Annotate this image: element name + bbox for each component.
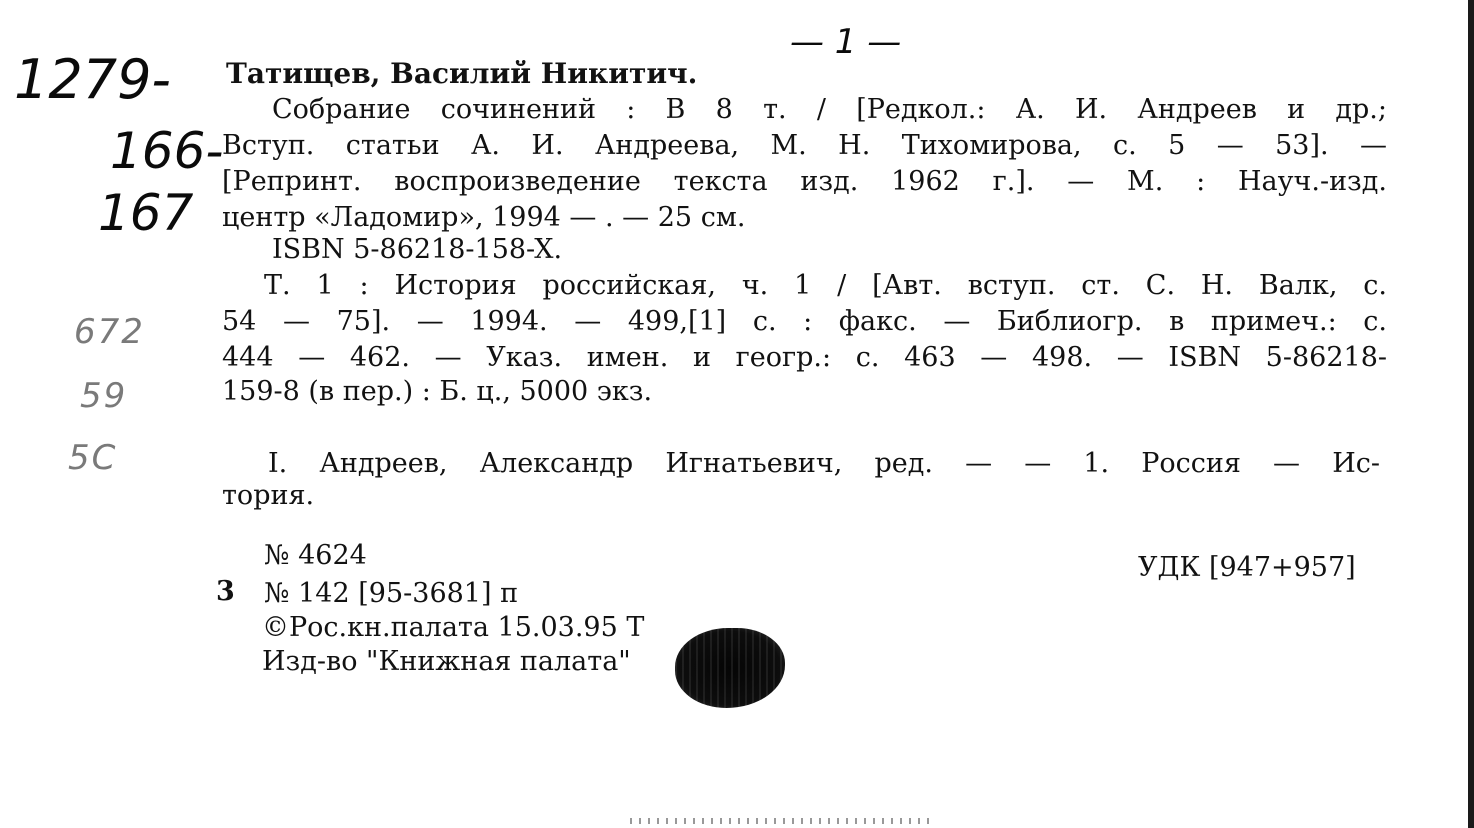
title-line-2: Вступ. статьи А. И. Андреева, М. Н. Тихомирова, с. 5 — 53]. —	[222, 130, 1387, 161]
isbn-line: ISBN 5-86218-158-X.	[272, 234, 563, 265]
copyright-line: ©Рос.кн.палата 15.03.95 Т	[262, 612, 645, 643]
volume-line-2: 54 — 75]. — 1994. — 499,[1] с. : факс. — Библиогр. в примеч.: с.	[222, 306, 1387, 337]
record-number-1: № 4624	[264, 540, 367, 571]
scan-noise	[630, 818, 930, 824]
faint-pencil-mark-2: 59	[80, 376, 128, 416]
record-number-2: № 142 [95-3681] п	[264, 578, 519, 609]
tracing-line-1: I. Андреев, Александр Игнатьевич, ред. — — 1. Россия — Ис-	[268, 448, 1380, 479]
volume-line-1: Т. 1 : История российская, ч. 1 / [Авт. вступ. ст. С. Н. Валк, с.	[264, 270, 1387, 301]
faint-pencil-mark-3: 5C	[68, 438, 118, 478]
handwritten-page-mark: — 1 —	[790, 22, 902, 62]
title-line-3: [Репринт. воспроизведение текста изд. 1962 г.]. — М. : Науч.-изд.	[222, 166, 1387, 197]
handwritten-number-167: 167	[98, 184, 194, 242]
card-mark-3: 3	[216, 576, 235, 607]
tracing-line-2: тория.	[222, 480, 315, 511]
volume-line-4: 159-8 (в пер.) : Б. ц., 5000 экз.	[222, 376, 653, 407]
udk-code: УДК [947+957]	[1138, 552, 1356, 583]
author-heading: Татищев, Василий Никитич.	[226, 57, 698, 90]
publisher-line: Изд-во "Книжная палата"	[262, 646, 631, 677]
volume-line-3: 444 — 462. — Указ. имен. и геогр.: с. 463 — 498. — ISBN 5-86218-	[222, 342, 1387, 373]
handwritten-number-1279: 1279-	[14, 48, 171, 111]
handwritten-number-166: 166-	[110, 122, 224, 180]
scan-edge	[1468, 0, 1474, 828]
title-line-4: центр «Ладомир», 1994 — . — 25 см.	[222, 202, 746, 233]
title-line-1: Собрание сочинений : В 8 т. / [Редкол.: А. И. Андреев и др.;	[272, 94, 1387, 125]
ink-smudge	[675, 628, 785, 708]
faint-pencil-mark-1: 672	[74, 312, 145, 352]
